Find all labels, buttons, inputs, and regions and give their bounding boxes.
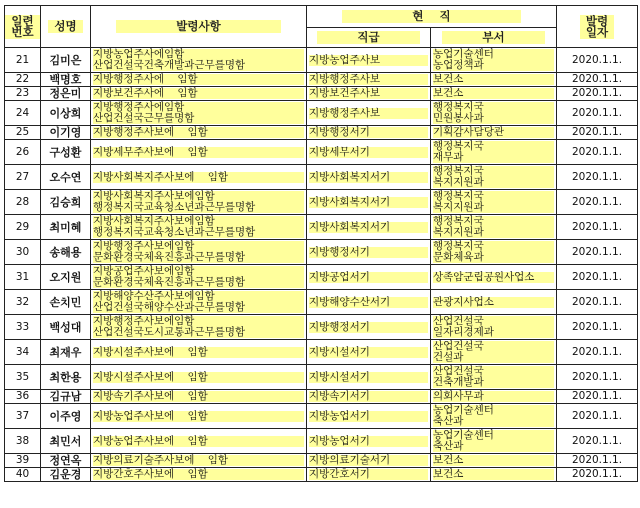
table-row [5,390,638,404]
cell-date: 2020.1.1. [557,165,638,190]
cell-name: 김미은 [41,48,91,73]
cell-matter [91,404,307,429]
cell-rank [307,190,431,215]
matter-line: 지방행정주사에 임함 [93,74,304,85]
dept-line: 농업기술센터 [433,49,554,60]
cell-rank [307,429,431,454]
cell-date: 2020.1.1. [557,315,638,340]
cell-num: 23 [5,87,41,101]
cell-dept [431,468,557,482]
appointment-table-body [5,48,638,482]
cell-date: 2020.1.1. [557,87,638,101]
table-row [5,290,638,315]
cell-matter [91,265,307,290]
table-row [5,101,638,126]
rank-text: 지방세무서기 [309,147,428,158]
cell-rank [307,240,431,265]
cell-date: 2020.1.1. [557,265,638,290]
cell-num: 34 [5,340,41,365]
cell-num: 25 [5,126,41,140]
cell-num: 38 [5,429,41,454]
dept-line: 문화체육과 [433,252,554,263]
matter-line: 지방행정주사보에임함 [93,316,304,327]
dept-line: 산업건설국 [433,316,554,327]
matter-line: 지방농업주사보에 임함 [93,436,304,447]
table-row [5,429,638,454]
dept-line: 보건소 [433,74,554,85]
cell-name: 최민서 [41,429,91,454]
table-row [5,126,638,140]
cell-dept [431,215,557,240]
cell-date: 2020.1.1. [557,454,638,468]
cell-num: 22 [5,73,41,87]
dept-line: 복지지원과 [433,227,554,238]
rank-text: 지방사회복지서기 [309,197,428,208]
matter-line: 지방사회복지주사보에 임함 [93,172,304,183]
table-row [5,215,638,240]
cell-name: 구성환 [41,140,91,165]
cell-date: 2020.1.1. [557,140,638,165]
cell-matter [91,315,307,340]
cell-matter [91,101,307,126]
matter-line: 지방해양수산주사보에임함 [93,291,304,302]
cell-matter [91,126,307,140]
cell-rank [307,340,431,365]
rank-text: 지방속기서기 [309,391,428,402]
table-row [5,404,638,429]
dept-line: 농업기술센터 [433,405,554,416]
dept-line: 농업정책과 [433,60,554,71]
cell-rank [307,365,431,390]
cell-matter [91,190,307,215]
dept-line: 복지지원과 [433,177,554,188]
table-row [5,140,638,165]
dept-line: 복지지원과 [433,202,554,213]
dept-line: 보건소 [433,455,554,466]
cell-matter [91,87,307,101]
table-row [5,365,638,390]
cell-name: 오수연 [41,165,91,190]
dept-line: 행정복지국 [433,216,554,227]
header-label-line: 일자 [585,24,609,39]
cell-rank [307,315,431,340]
cell-matter [91,73,307,87]
cell-date: 2020.1.1. [557,340,638,365]
cell-matter [91,165,307,190]
cell-num: 26 [5,140,41,165]
rank-text: 지방시설서기 [309,372,428,383]
cell-name: 손치민 [41,290,91,315]
cell-rank [307,404,431,429]
cell-name: 이기영 [41,126,91,140]
cell-name: 최재우 [41,340,91,365]
cell-matter [91,48,307,73]
appointment-table-container [4,5,637,482]
header-row-1 [5,6,638,28]
cell-dept [431,101,557,126]
dept-line: 축산과 [433,441,554,452]
matter-line: 행정복지국교육청소년과근무를명함 [93,202,304,213]
cell-name: 김승희 [41,190,91,215]
rank-text: 지방사회복지서기 [309,172,428,183]
header-name: 성명 [41,6,91,48]
matter-line: 산업건설국도시교통과근무를명함 [93,327,304,338]
rank-text: 지방농업서기 [309,411,428,422]
matter-line: 문화환경국체육진흥과근무를명함 [93,277,304,288]
table-row [5,190,638,215]
cell-name: 이상희 [41,101,91,126]
rank-text: 지방해양수산서기 [309,297,428,308]
dept-line: 행정복지국 [433,102,554,113]
cell-num: 37 [5,404,41,429]
table-row [5,315,638,340]
table-row [5,340,638,365]
header-label-line: 발령 [585,13,609,28]
cell-dept [431,390,557,404]
matter-line: 지방농업주사보에 임함 [93,411,304,422]
cell-name: 송해용 [41,240,91,265]
table-row [5,48,638,73]
rank-text: 지방공업서기 [309,272,428,283]
cell-rank [307,140,431,165]
header-label-line: 일련 [11,13,34,28]
cell-matter [91,454,307,468]
cell-name: 김운경 [41,468,91,482]
dept-line: 행정복지국 [433,241,554,252]
cell-dept [431,290,557,315]
header-num [5,6,41,48]
cell-matter [91,365,307,390]
dept-line: 일자리경제과 [433,327,554,338]
cell-name: 최한용 [41,365,91,390]
header-dept: 부서 [431,28,557,48]
cell-name: 백성대 [41,315,91,340]
cell-dept [431,140,557,165]
cell-date: 2020.1.1. [557,48,638,73]
cell-dept [431,165,557,190]
matter-line: 지방행정주사보에임함 [93,241,304,252]
cell-matter [91,290,307,315]
cell-date: 2020.1.1. [557,190,638,215]
cell-matter [91,468,307,482]
rank-text: 지방간호서기 [309,469,428,480]
cell-num: 31 [5,265,41,290]
cell-dept [431,126,557,140]
dept-line: 농업기술센터 [433,430,554,441]
matter-line: 산업건설국해양수산과근무를명함 [93,302,304,313]
cell-num: 32 [5,290,41,315]
cell-num: 24 [5,101,41,126]
cell-num: 28 [5,190,41,215]
cell-dept [431,87,557,101]
cell-date: 2020.1.1. [557,73,638,87]
matter-line: 지방의료기술주사보에 임함 [93,455,304,466]
header-current: 현 직 [307,6,557,28]
matter-line: 지방간호주사보에 임함 [93,469,304,480]
cell-date: 2020.1.1. [557,126,638,140]
table-row [5,468,638,482]
cell-rank [307,126,431,140]
cell-date: 2020.1.1. [557,468,638,482]
cell-num: 29 [5,215,41,240]
cell-date: 2020.1.1. [557,390,638,404]
cell-name: 최미혜 [41,215,91,240]
matter-line: 지방보건주사에 임함 [93,88,304,99]
table-row [5,454,638,468]
table-row [5,73,638,87]
dept-line: 행정복지국 [433,166,554,177]
rank-text: 지방행정주사보 [309,108,428,119]
rank-text: 지방행정서기 [309,322,428,333]
matter-line: 지방시설주사보에 임함 [93,347,304,358]
header-rank: 직급 [307,28,431,48]
cell-date: 2020.1.1. [557,240,638,265]
table-row [5,265,638,290]
dept-line: 의회사무과 [433,391,554,402]
matter-line: 지방공업주사보에임함 [93,266,304,277]
cell-name: 정연옥 [41,454,91,468]
table-row [5,240,638,265]
dept-line: 보건소 [433,88,554,99]
cell-rank [307,101,431,126]
appointment-table [4,5,638,482]
header-matter: 발령사항 [91,6,307,48]
cell-matter [91,340,307,365]
rank-text: 지방농업서기 [309,436,428,447]
cell-name: 김규남 [41,390,91,404]
matter-line: 산업건설국근무를명함 [93,113,304,124]
dept-line: 건축개발과 [433,377,554,388]
cell-num: 33 [5,315,41,340]
rank-text: 지방행정서기 [309,127,428,138]
matter-line: 지방속기주사보에 임함 [93,391,304,402]
cell-dept [431,265,557,290]
cell-num: 36 [5,390,41,404]
cell-rank [307,468,431,482]
rank-text: 지방행정서기 [309,247,428,258]
rank-text: 지방행정주사보 [309,74,428,85]
cell-dept [431,240,557,265]
dept-line: 관광지사업소 [433,297,554,308]
dept-line: 행정복지국 [433,141,554,152]
cell-date: 2020.1.1. [557,404,638,429]
matter-line: 지방행정주사보에 임함 [93,127,304,138]
cell-dept [431,365,557,390]
table-row [5,165,638,190]
matter-line: 행정복지국교육청소년과근무를명함 [93,227,304,238]
cell-date: 2020.1.1. [557,365,638,390]
dept-line: 민원봉사과 [433,113,554,124]
cell-matter [91,390,307,404]
matter-line: 문화환경국체육진흥과근무를명함 [93,252,304,263]
header-label-line: 번호 [11,24,34,39]
table-row [5,87,638,101]
cell-rank [307,215,431,240]
cell-date: 2020.1.1. [557,215,638,240]
header-date [557,6,638,48]
rank-text: 지방보건주사보 [309,88,428,99]
cell-name: 이주영 [41,404,91,429]
cell-dept [431,454,557,468]
matter-line: 산업건설국건축개발과근무를명함 [93,60,304,71]
matter-line: 지방행정주사에임함 [93,102,304,113]
cell-name: 오지원 [41,265,91,290]
dept-line: 상족암군립공원사업소 [433,272,554,283]
cell-num: 27 [5,165,41,190]
cell-matter [91,140,307,165]
matter-line: 지방사회복지주사보에임함 [93,191,304,202]
cell-matter [91,240,307,265]
rank-text: 지방시설서기 [309,347,428,358]
matter-line: 지방세무주사보에 임함 [93,147,304,158]
cell-num: 30 [5,240,41,265]
cell-rank [307,265,431,290]
rank-text: 지방농업주사보 [309,55,428,66]
cell-rank [307,48,431,73]
cell-num: 35 [5,365,41,390]
dept-line: 보건소 [433,469,554,480]
dept-line: 산업건설국 [433,341,554,352]
cell-matter [91,429,307,454]
matter-line: 지방시설주사보에 임함 [93,372,304,383]
cell-num: 40 [5,468,41,482]
matter-line: 지방농업주사에임함 [93,49,304,60]
cell-date: 2020.1.1. [557,429,638,454]
cell-name: 백명호 [41,73,91,87]
matter-line: 지방사회복지주사보에임함 [93,216,304,227]
rank-text: 지방의료기술서기 [309,455,428,466]
cell-rank [307,87,431,101]
cell-num: 39 [5,454,41,468]
rank-text: 지방사회복지서기 [309,222,428,233]
dept-line: 행정복지국 [433,191,554,202]
cell-matter [91,215,307,240]
cell-rank [307,390,431,404]
cell-name: 정은미 [41,87,91,101]
dept-line: 기획감사담당관 [433,127,554,138]
dept-line: 축산과 [433,416,554,427]
cell-dept [431,48,557,73]
cell-rank [307,73,431,87]
cell-num: 21 [5,48,41,73]
cell-dept [431,73,557,87]
cell-dept [431,340,557,365]
cell-dept [431,429,557,454]
dept-line: 재무과 [433,152,554,163]
cell-rank [307,454,431,468]
cell-dept [431,404,557,429]
cell-rank [307,165,431,190]
cell-date: 2020.1.1. [557,290,638,315]
cell-date: 2020.1.1. [557,101,638,126]
dept-line: 산업건설국 [433,366,554,377]
dept-line: 건설과 [433,352,554,363]
cell-rank [307,290,431,315]
cell-dept [431,190,557,215]
cell-dept [431,315,557,340]
